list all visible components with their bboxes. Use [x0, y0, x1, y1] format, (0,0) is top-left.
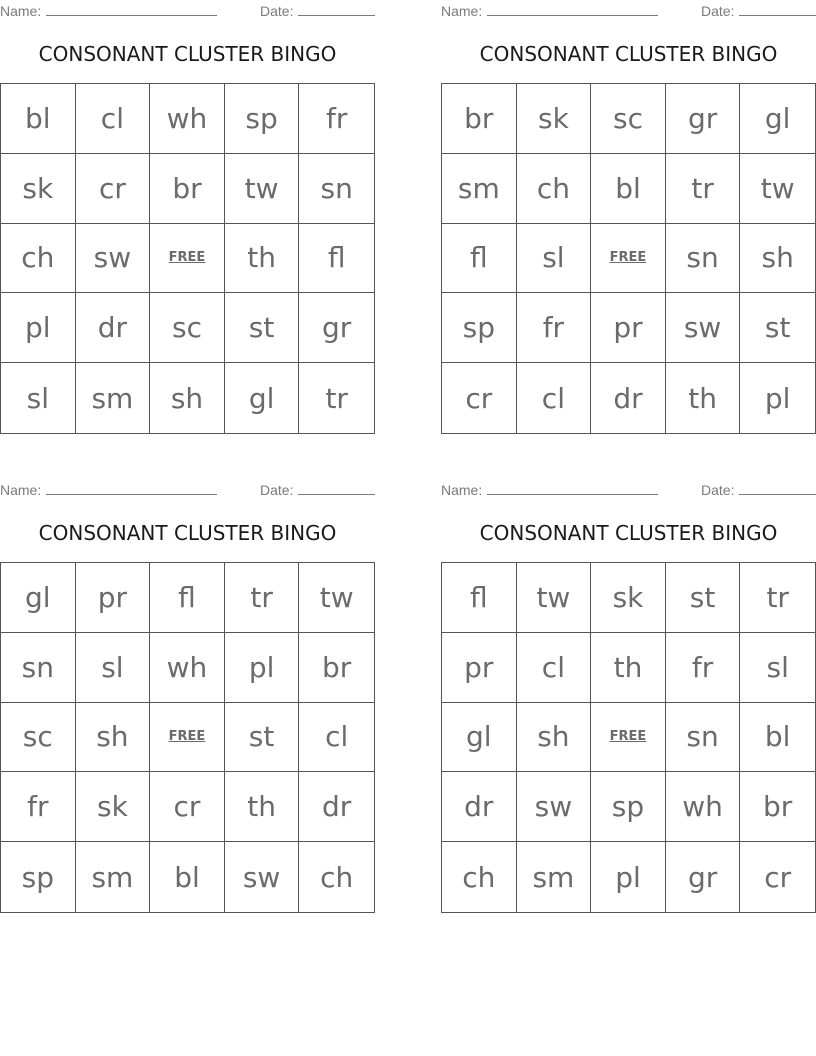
bingo-cell[interactable]: sk: [76, 772, 151, 842]
bingo-cell[interactable]: wh: [666, 772, 741, 842]
bingo-cell[interactable]: pr: [591, 293, 666, 363]
bingo-card-3: [0, 479, 375, 919]
date-label: Date:: [260, 3, 294, 19]
bingo-cell[interactable]: sn: [299, 154, 374, 224]
name-label: Name:: [0, 482, 42, 498]
bingo-cell[interactable]: th: [225, 224, 300, 294]
bingo-cell[interactable]: cr: [76, 154, 151, 224]
free-space-cell[interactable]: FREE: [150, 224, 225, 294]
bingo-cell[interactable]: gr: [666, 842, 741, 912]
bingo-cell[interactable]: bl: [150, 842, 225, 912]
bingo-cell[interactable]: sw: [517, 772, 592, 842]
bingo-cell[interactable]: sw: [666, 293, 741, 363]
name-label: Name:: [441, 482, 483, 498]
date-field[interactable]: [298, 494, 375, 495]
bingo-cell[interactable]: sl: [76, 633, 151, 703]
bingo-grid: [0, 83, 375, 434]
free-space-cell[interactable]: FREE: [591, 703, 666, 773]
bingo-cell[interactable]: st: [666, 563, 741, 633]
bingo-cell[interactable]: sc: [591, 84, 666, 154]
bingo-cell[interactable]: sn: [666, 703, 741, 773]
bingo-cell[interactable]: fl: [150, 563, 225, 633]
bingo-cell[interactable]: pr: [442, 633, 517, 703]
date-label: Date:: [701, 3, 735, 19]
bingo-cell[interactable]: gr: [666, 84, 741, 154]
bingo-cell[interactable]: sm: [442, 154, 517, 224]
card-title: CONSONANT CLUSTER BINGO: [38, 521, 337, 545]
bingo-cell[interactable]: cl: [76, 84, 151, 154]
bingo-cell[interactable]: gl: [225, 363, 300, 433]
bingo-cell[interactable]: br: [150, 154, 225, 224]
bingo-cell[interactable]: sn: [1, 633, 76, 703]
bingo-cell[interactable]: tw: [225, 154, 300, 224]
bingo-cell[interactable]: sc: [1, 703, 76, 773]
card-title: CONSONANT CLUSTER BINGO: [479, 42, 778, 66]
bingo-cell[interactable]: pl: [1, 293, 76, 363]
bingo-grid: [441, 83, 816, 434]
bingo-cell[interactable]: ch: [320, 860, 354, 894]
bingo-cell[interactable]: bl: [1, 84, 76, 154]
name-label: Name:: [0, 3, 42, 19]
bingo-cell[interactable]: sw: [225, 842, 300, 912]
bingo-cell[interactable]: cr: [442, 363, 517, 433]
bingo-card-1: [0, 0, 375, 440]
name-field[interactable]: [46, 15, 217, 16]
bingo-cell[interactable]: sp: [225, 84, 300, 154]
bingo-cell[interactable]: st: [225, 703, 300, 773]
bingo-cell[interactable]: sl: [517, 224, 592, 294]
bingo-cell[interactable]: sw: [76, 224, 151, 294]
bingo-cell[interactable]: sk: [591, 563, 666, 633]
bingo-cell[interactable]: sl: [740, 633, 815, 703]
bingo-cell[interactable]: sm: [517, 842, 592, 912]
bingo-cell[interactable]: fl: [299, 224, 374, 294]
bingo-cell[interactable]: tw: [740, 154, 815, 224]
bingo-cell[interactable]: pl: [591, 842, 666, 912]
bingo-card-2: [441, 0, 816, 440]
bingo-cell[interactable]: wh: [150, 633, 225, 703]
bingo-cell[interactable]: gl: [1, 563, 76, 633]
bingo-cell[interactable]: fl: [442, 224, 517, 294]
bingo-cell[interactable]: fr: [517, 293, 592, 363]
bingo-cell[interactable]: br: [442, 84, 517, 154]
date-field[interactable]: [298, 15, 375, 16]
bingo-cell[interactable]: tr: [225, 563, 300, 633]
date-field[interactable]: [739, 494, 816, 495]
bingo-cell[interactable]: ch: [442, 842, 517, 912]
bingo-cell[interactable]: sk: [517, 84, 592, 154]
bingo-cell[interactable]: sh: [517, 703, 592, 773]
bingo-cell[interactable]: pl: [764, 381, 791, 415]
free-space-cell[interactable]: FREE: [591, 224, 666, 294]
bingo-cell[interactable]: sp: [1, 842, 76, 912]
free-space-cell[interactable]: FREE: [150, 703, 225, 773]
bingo-grid: [0, 562, 375, 913]
name-field[interactable]: [487, 494, 658, 495]
bingo-cell[interactable]: cr: [150, 772, 225, 842]
bingo-cell[interactable]: st: [225, 293, 300, 363]
date-label: Date:: [260, 482, 294, 498]
bingo-cell[interactable]: pl: [225, 633, 300, 703]
bingo-cell[interactable]: sh: [76, 703, 151, 773]
bingo-cell[interactable]: fr: [1, 772, 76, 842]
bingo-cell[interactable]: wh: [150, 84, 225, 154]
bingo-cell[interactable]: dr: [591, 363, 666, 433]
bingo-cell[interactable]: sc: [150, 293, 225, 363]
bingo-cell[interactable]: st: [740, 293, 815, 363]
bingo-cell[interactable]: br: [740, 772, 815, 842]
bingo-cell[interactable]: bl: [591, 154, 666, 224]
card-title: CONSONANT CLUSTER BINGO: [38, 42, 337, 66]
bingo-cell[interactable]: th: [666, 363, 741, 433]
bingo-cell[interactable]: cl: [517, 363, 592, 433]
bingo-cell[interactable]: th: [225, 772, 300, 842]
bingo-cell[interactable]: cl: [517, 633, 592, 703]
bingo-cell[interactable]: br: [299, 633, 374, 703]
bingo-cell[interactable]: fr: [299, 84, 374, 154]
date-field[interactable]: [739, 15, 816, 16]
bingo-cell[interactable]: th: [591, 633, 666, 703]
card-header: [0, 0, 375, 20]
bingo-cell[interactable]: sp: [591, 772, 666, 842]
name-field[interactable]: [46, 494, 217, 495]
name-field[interactable]: [487, 15, 658, 16]
bingo-cell[interactable]: fr: [666, 633, 741, 703]
bingo-cell[interactable]: tr: [325, 381, 348, 415]
bingo-cell[interactable]: ch: [1, 224, 76, 294]
bingo-cell[interactable]: dr: [76, 293, 151, 363]
bingo-cell[interactable]: sk: [1, 154, 76, 224]
bingo-cell[interactable]: dr: [442, 772, 517, 842]
bingo-cell[interactable]: bl: [740, 703, 815, 773]
bingo-cell[interactable]: cr: [764, 860, 792, 894]
bingo-cell[interactable]: pr: [76, 563, 151, 633]
bingo-cell[interactable]: sm: [76, 363, 151, 433]
card-header: [0, 479, 375, 499]
bingo-cell[interactable]: gl: [442, 703, 517, 773]
bingo-grid: [441, 562, 816, 913]
bingo-cell[interactable]: dr: [299, 772, 374, 842]
bingo-cell[interactable]: sh: [150, 363, 225, 433]
card-header: [441, 0, 816, 20]
date-label: Date:: [701, 482, 735, 498]
bingo-cell[interactable]: cl: [299, 703, 374, 773]
bingo-cell[interactable]: sn: [666, 224, 741, 294]
bingo-cell[interactable]: sp: [442, 293, 517, 363]
bingo-cell[interactable]: gr: [299, 293, 374, 363]
bingo-card-4: [441, 479, 816, 919]
bingo-cell[interactable]: ch: [517, 154, 592, 224]
bingo-cell[interactable]: tr: [740, 563, 815, 633]
bingo-cell[interactable]: sm: [76, 842, 151, 912]
card-header: [441, 479, 816, 499]
bingo-cell[interactable]: sl: [1, 363, 76, 433]
bingo-cell[interactable]: fl: [442, 563, 517, 633]
bingo-cell[interactable]: gl: [740, 84, 815, 154]
bingo-cell[interactable]: sh: [740, 224, 815, 294]
bingo-cell[interactable]: tr: [666, 154, 741, 224]
bingo-cell[interactable]: tw: [517, 563, 592, 633]
bingo-cell[interactable]: tw: [299, 563, 374, 633]
card-title: CONSONANT CLUSTER BINGO: [479, 521, 778, 545]
name-label: Name:: [441, 3, 483, 19]
